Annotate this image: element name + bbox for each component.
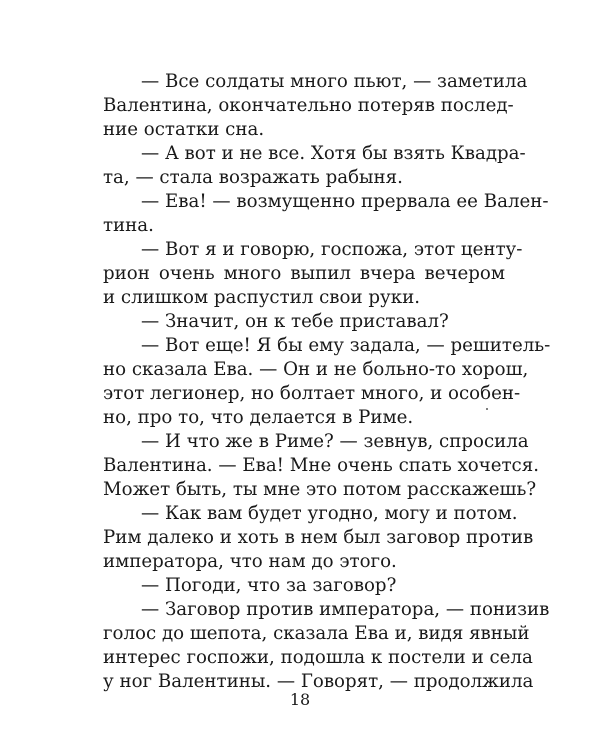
text-line: Может быть, ты мне это потом расскажешь?: [103, 479, 537, 500]
text-line: та, — стала возражать рабыня.: [103, 167, 403, 188]
text-line: — Ева! — возмущенно прервала ее Вален-: [141, 191, 549, 212]
text-line: Валентина. — Ева! Мне очень спать хочется.: [103, 455, 540, 476]
text-line: императора, что нам до этого.: [103, 551, 397, 572]
text-line: этот легионер, но болтает много, и особен-: [103, 383, 521, 404]
scan-speck: [486, 408, 488, 410]
page-number: 18: [289, 690, 311, 709]
text-line: ние остатки сна.: [103, 119, 265, 140]
text-line: — Значит, он к тебе приставал?: [141, 311, 449, 332]
text-line: — Погоди, что за заговор?: [141, 575, 397, 596]
text-line: — А вот и не все. Хотя бы взять Квадра-: [141, 143, 526, 164]
text-line: интерес госпожи, подошла к постели и села: [103, 647, 533, 668]
text-line: у ног Валентины. — Говорят, — продолжила: [103, 671, 534, 692]
text-line: — Как вам будет угодно, могу и потом.: [141, 503, 518, 524]
text-line: голос до шепота, сказала Ева и, видя явный: [103, 623, 530, 644]
text-line: но, про то, что делается в Риме.: [103, 407, 414, 428]
text-line: — Заговор против императора, — понизив: [141, 599, 550, 620]
text-line: — Вот я и говорю, госпожа, этот центу-: [141, 239, 523, 260]
text-line: но сказала Ева. — Он и не больно-то хорош,: [103, 359, 529, 380]
text-line: Валентина, окончательно потеряв послед-: [103, 95, 514, 116]
text-line: — Вот еще! Я бы ему задала, — решитель-: [141, 335, 551, 356]
text-line: и слишком распустил свои руки.: [103, 287, 421, 308]
text-line: Рим далеко и хоть в нем был заговор против: [103, 527, 534, 548]
body-text: [103, 70, 551, 694]
text-line: тина.: [103, 215, 154, 236]
text-line: — Все солдаты много пьют, — заметила: [141, 71, 528, 92]
text-line: — И что же в Риме? — зевнув, спросила: [141, 431, 529, 452]
text-line: рион очень много выпил вчера вечером: [103, 263, 505, 284]
